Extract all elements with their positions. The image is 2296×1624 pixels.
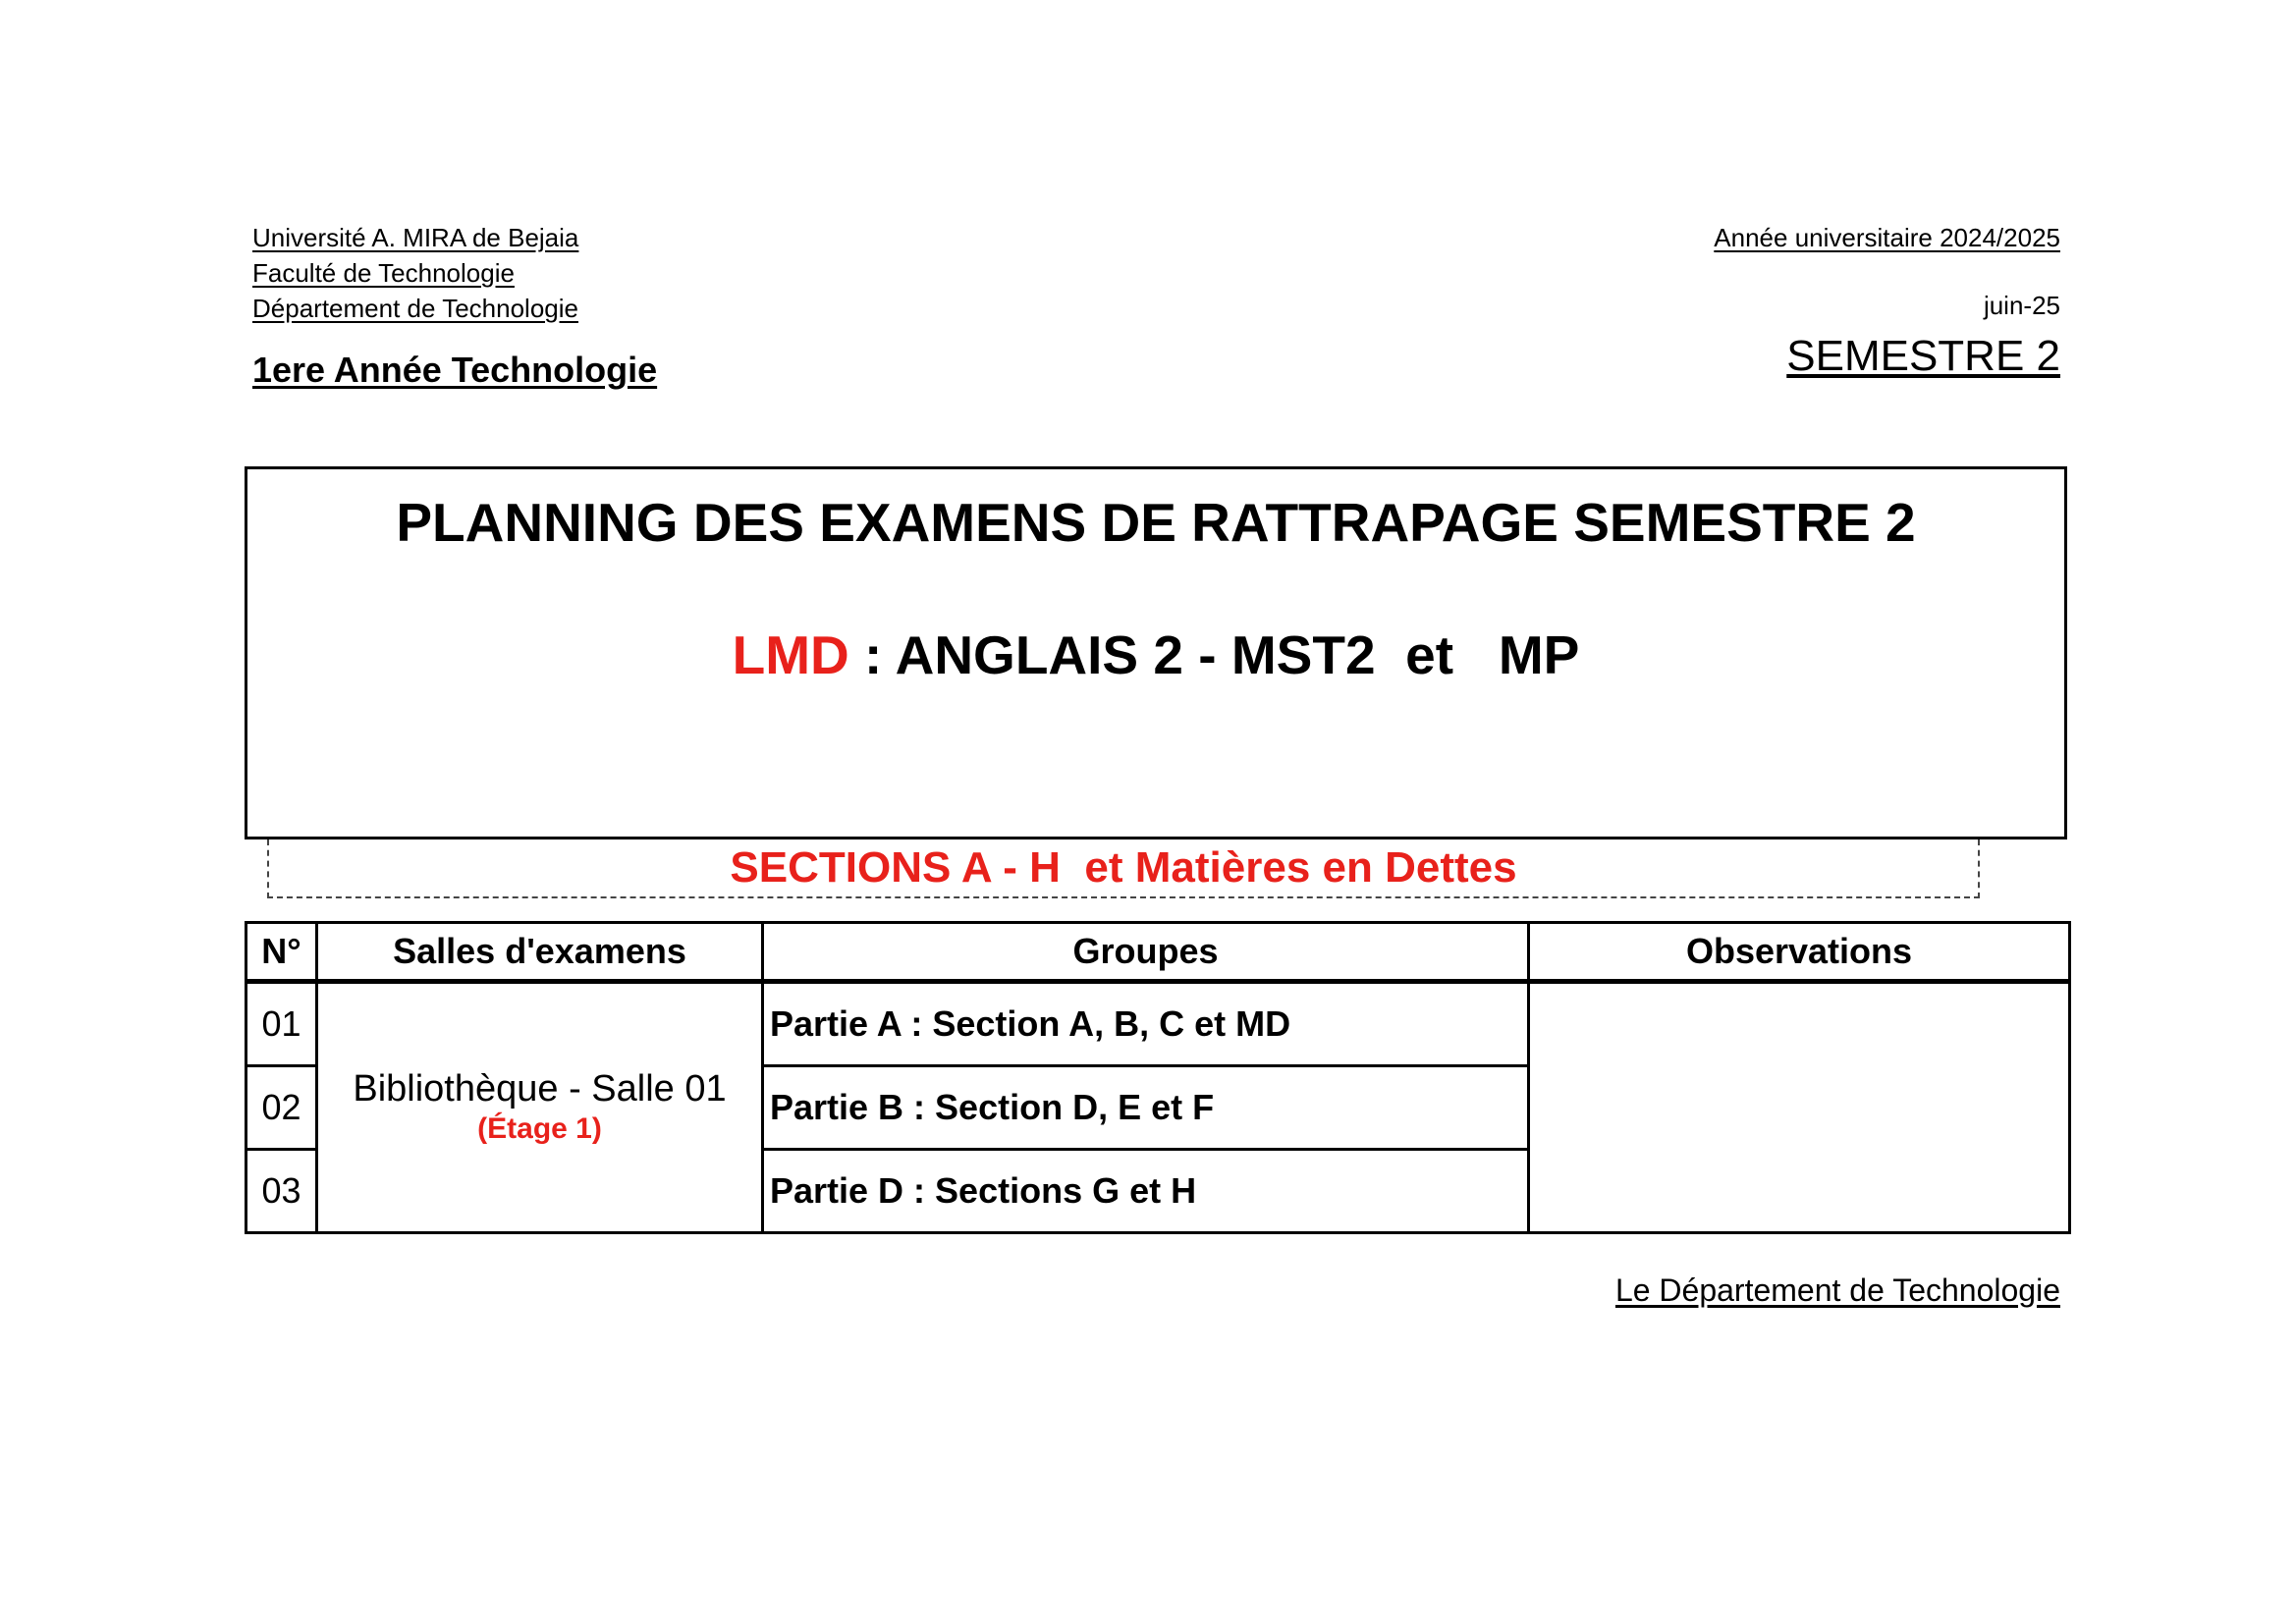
institution-block xyxy=(252,220,578,326)
row-group: Partie A : Section A, B, C et MD xyxy=(763,982,1529,1066)
sections-text: SECTIONS A - H et Matières en Dettes xyxy=(730,843,1517,892)
semester-label: SEMESTRE 2 xyxy=(1786,332,2060,380)
subtitle xyxy=(247,623,2064,686)
row-number: 02 xyxy=(246,1066,317,1150)
title-box xyxy=(245,466,2067,839)
table-row xyxy=(246,982,2070,1066)
row-number: 01 xyxy=(246,982,317,1066)
department-signature: Le Département de Technologie xyxy=(1614,1272,2060,1308)
page-title: PLANNING DES EXAMENS DE RATTRAPAGE SEMESTRE 2 xyxy=(396,492,1916,553)
room-cell xyxy=(317,982,763,1233)
header-groups: Groupes xyxy=(763,923,1529,982)
document-date: juin-25 xyxy=(1983,291,2060,320)
row-group: Partie D : Sections G et H xyxy=(763,1150,1529,1233)
room-floor: (Étage 1) xyxy=(477,1112,602,1145)
sections-banner xyxy=(267,839,1980,898)
subjects-label: : ANGLAIS 2 - MST2 et MP xyxy=(848,624,1580,685)
row-group: Partie B : Section D, E et F xyxy=(763,1066,1529,1150)
header-number: N° xyxy=(246,923,317,982)
university-name: Université A. MIRA de Bejaia xyxy=(252,223,579,252)
program-label: LMD xyxy=(732,624,849,685)
table-header-row xyxy=(246,923,2070,982)
observations-cell xyxy=(1529,982,2070,1233)
faculty-name: Faculté de Technologie xyxy=(252,258,515,288)
header-observations: Observations xyxy=(1529,923,2070,982)
study-level: 1ere Année Technologie xyxy=(252,350,658,390)
header-rooms: Salles d'examens xyxy=(317,923,763,982)
room-name: Bibliothèque - Salle 01 xyxy=(353,1068,727,1110)
department-name: Département de Technologie xyxy=(252,294,578,323)
academic-year: Année universitaire 2024/2025 xyxy=(1714,223,2060,252)
exam-table xyxy=(245,921,2071,1234)
row-number: 03 xyxy=(246,1150,317,1233)
